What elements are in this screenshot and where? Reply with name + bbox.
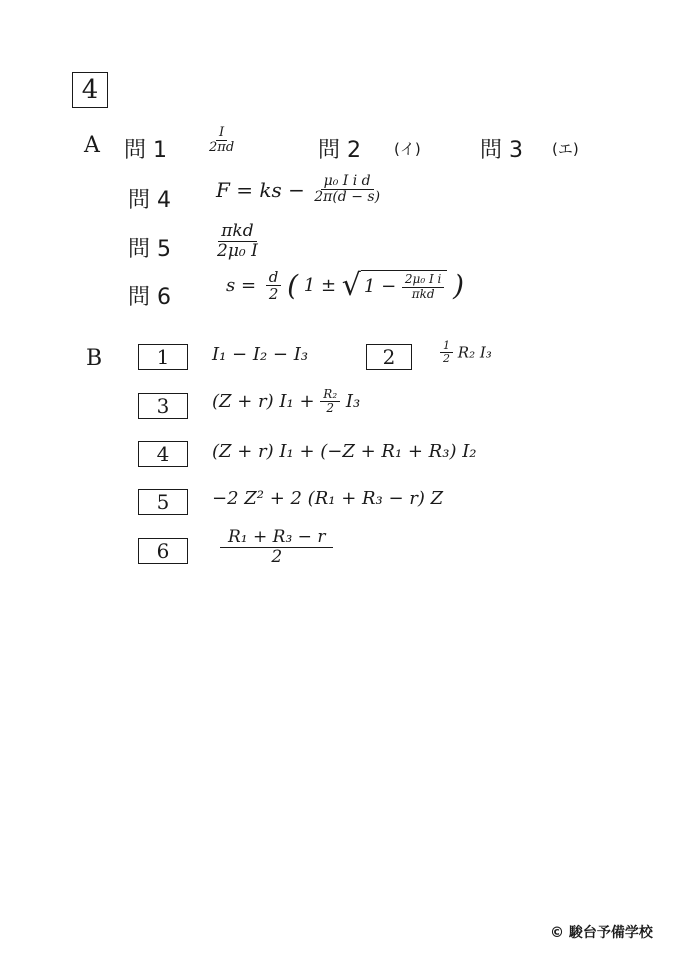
q6-label: 問 6	[128, 285, 171, 310]
b3-head: (Z + r) I₁ +	[212, 391, 315, 413]
b3-frac-denominator: 2	[326, 401, 335, 416]
q1-numerator: I	[216, 126, 227, 141]
b6-expression	[220, 528, 333, 566]
q6-one-pm: 1 ±	[303, 275, 337, 296]
answer-box-6	[138, 538, 188, 564]
q5-denominator: 2μ₀ I	[217, 240, 258, 261]
b2-expression	[440, 340, 492, 365]
answer-box-6-number: 6	[156, 539, 170, 563]
b5-expression: −2 Z² + 2 (R₁ + R₃ − r) Z	[212, 488, 444, 509]
q2-label: 問 2	[318, 138, 361, 163]
q6-inner-numerator: 2μ₀ I i	[402, 273, 444, 287]
answer-box-3-number: 3	[156, 394, 170, 418]
q6-root-body	[361, 270, 447, 300]
q2-answer: (イ)	[394, 140, 421, 158]
b6-frac-numerator: R₁ + R₃ − r	[220, 528, 333, 548]
b6-frac-denominator: 2	[271, 546, 283, 567]
q4-label: 問 4	[128, 188, 171, 213]
b2-frac-numerator: 1	[440, 340, 453, 353]
q6-root-one: 1 −	[363, 276, 397, 298]
b2-frac-denominator: 2	[443, 352, 450, 366]
q5-label: 問 5	[128, 237, 171, 262]
answer-box-3	[138, 393, 188, 419]
q6-outer-denominator: 2	[268, 285, 279, 303]
q6-lhs: s =	[226, 275, 257, 296]
b3-frac-numerator: R₂	[320, 388, 340, 402]
answer-box-1-number: 1	[156, 345, 170, 369]
q3-label: 問 3	[480, 138, 523, 163]
answer-box-2	[366, 344, 412, 370]
b3-tail: I₃	[345, 391, 361, 413]
q4-numerator: μ₀ I i d	[321, 174, 374, 190]
q1-denominator: 2πd	[209, 140, 235, 156]
q4-answer	[216, 174, 383, 206]
answer-box-4-number: 4	[156, 442, 170, 466]
q6-inner-denominator: πkd	[411, 286, 435, 301]
q1-answer	[206, 126, 237, 156]
q3-answer: (エ)	[552, 140, 579, 158]
q6-open-paren: (	[287, 269, 299, 302]
b3-expression	[212, 388, 360, 415]
q6-outer-numerator: d	[266, 269, 282, 287]
q4-lhs: F = ks −	[216, 177, 305, 202]
b4-expression: (Z + r) I₁ + (−Z + R₁ + R₃) I₂	[212, 441, 477, 462]
q1-label: 問 1	[124, 138, 167, 163]
answer-box-4	[138, 441, 188, 467]
part-b-label: B	[86, 346, 103, 371]
q6-answer	[226, 268, 464, 314]
part-a-label: A	[84, 133, 100, 158]
answer-box-5-number: 5	[156, 490, 170, 514]
b1-expression: I₁ − I₂ − I₃	[212, 344, 309, 365]
q5-answer	[214, 222, 261, 260]
b2-tail: R₂ I₃	[457, 343, 492, 362]
q5-numerator: πkd	[218, 222, 256, 242]
q6-close-paren: )	[453, 269, 465, 302]
sqrt-symbol: √	[341, 268, 361, 303]
problem-number-box	[72, 72, 108, 108]
answer-box-2-number: 2	[382, 345, 396, 369]
problem-number: 4	[81, 75, 99, 105]
answer-box-5	[138, 489, 188, 515]
q4-denominator: 2π(d − s)	[314, 189, 381, 206]
copyright-text: © 駿台予備学校	[550, 925, 653, 941]
answer-box-1	[138, 344, 188, 370]
